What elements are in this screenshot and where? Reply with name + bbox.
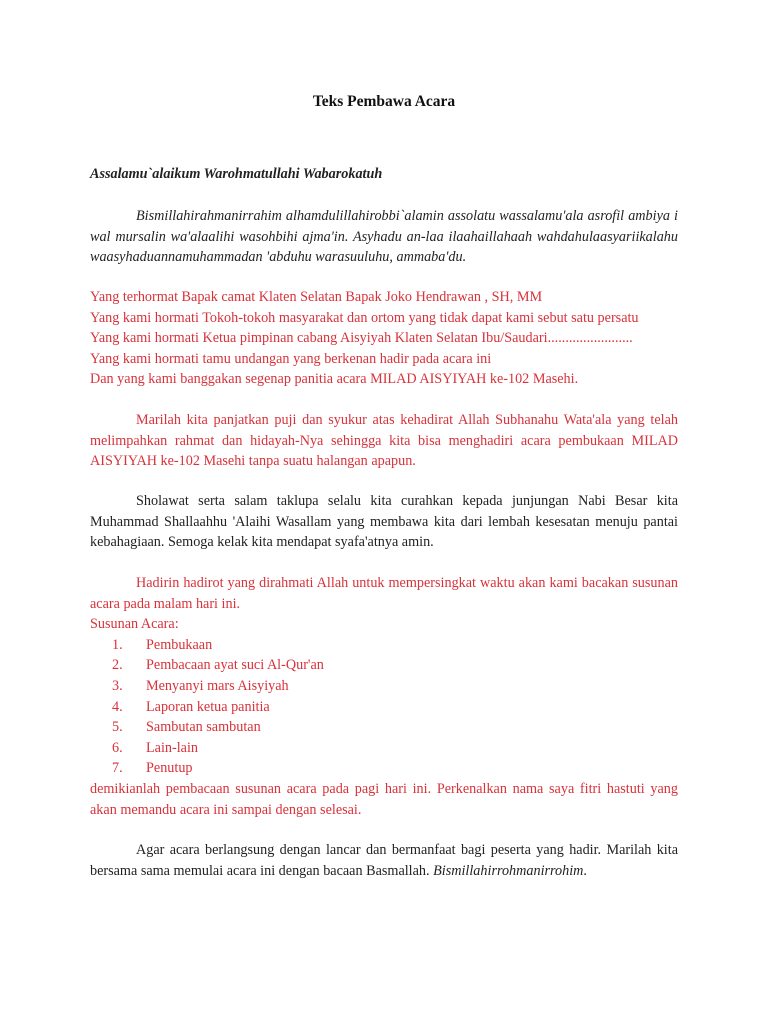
- greeting-line: Yang terhormat Bapak camat Klaten Selatan Bapak Joko Hendrawan , SH, MM: [90, 289, 543, 305]
- item-number: 5.: [112, 719, 123, 736]
- closing-agenda-paragraph: demikianlah pembacaan susunan acara pada pagi hari ini. Perkenalkan nama saya fitri hastuti yang akan memandu acara ini sampai dengan selesai.: [90, 780, 678, 818]
- agenda-item: [90, 697, 678, 718]
- agenda-list: [90, 635, 678, 779]
- agenda-item: [90, 635, 678, 656]
- agenda-item: [90, 676, 678, 697]
- greeting-line: Yang kami hormati tamu undangan yang berkenan hadir pada acara ini: [90, 350, 492, 367]
- period: .: [583, 862, 587, 879]
- agenda-item: [90, 738, 678, 759]
- greeting-line: Yang kami hormati Tokoh-tokoh masyarakat dan ortom yang tidak dapat kami sebut satu persatu: [90, 309, 639, 326]
- item-number: 7.: [112, 760, 123, 777]
- document-title: Teks Pembawa Acara: [312, 93, 456, 110]
- item-label: Pembukaan: [146, 636, 213, 653]
- opening-paragraph: Bismillahirahmanirrahim alhamdulillahirobbi`alamin assolatu wassalamu'ala asrofil ambiya i wal mursalin wa'alaalihi wasohbihi ajma'in. Asyhadu an-laa ilaahaillahaah wahdahulaasyariikalahu waasyhaduannamuhammadan 'abduhu warasuuluhu, ammaba'du.: [90, 208, 678, 266]
- greeting-line: Dan yang kami banggakan segenap panitia acara MILAD AISYIYAH ke-102 Masehi.: [90, 371, 579, 388]
- agenda-item: [90, 655, 678, 676]
- item-label: Laporan ketua panitia: [146, 698, 270, 715]
- greeting-line: Yang kami hormati Ketua pimpinan cabang Aisyiyah Klaten Selatan Ibu/Saudari........................: [90, 330, 633, 347]
- item-number: 3.: [112, 677, 123, 694]
- agenda-section: [90, 573, 678, 820]
- item-number: 2.: [112, 657, 123, 674]
- item-label: Lain-lain: [146, 739, 198, 756]
- basmallah-paragraph: [90, 840, 678, 881]
- agenda-label: Susunan Acara:: [90, 616, 179, 633]
- item-number: 4.: [112, 698, 123, 715]
- salam-heading: Assalamu`alaikum Warohmatullahi Wabarokatuh: [90, 166, 383, 182]
- basmallah-arabic: Bismillahirrohmanirrohim: [433, 862, 584, 879]
- hadirin-paragraph: Hadirin hadirot yang dirahmati Allah untuk mempersingkat waktu akan kami bacakan susunan acara pada malam hari ini.: [90, 575, 678, 612]
- agenda-item: [90, 717, 678, 738]
- sholawat-paragraph: Sholawat serta salam taklupa selalu kita curahkan kepada junjungan Nabi Besar kita Muhammad Shallaahhu 'Alaihi Wasallam yang membawa kita dari lembah kesesatan menuju pantai kebahagiaan. Semoga kelak kita mendapat syafa'atnya amin.: [90, 493, 678, 551]
- item-label: Menyanyi mars Aisyiyah: [146, 677, 289, 694]
- item-number: 6.: [112, 739, 123, 756]
- item-number: 1.: [112, 636, 123, 653]
- greetings-list: [90, 287, 678, 390]
- item-label: Pembacaan ayat suci Al-Qur'an: [146, 657, 324, 674]
- item-label: Penutup: [146, 760, 193, 777]
- praise-paragraph: Marilah kita panjatkan puji dan syukur atas kehadirat Allah Subhanahu Wata'ala yang telah melimpahkan rahmat dan hidayah-Nya sehingga kita bisa menghadiri acara pembukaan MILAD AISYIYAH ke-102 Masehi tanpa suatu halangan apapun.: [90, 412, 678, 470]
- basmallah-text: Agar acara berlangsung dengan lancar dan bermanfaat bagi peserta yang hadir. Marilah kita bersama sama memulai acara ini dengan bacaan Basmallah.: [90, 842, 678, 879]
- item-label: Sambutan sambutan: [146, 719, 261, 736]
- agenda-item: [90, 758, 678, 779]
